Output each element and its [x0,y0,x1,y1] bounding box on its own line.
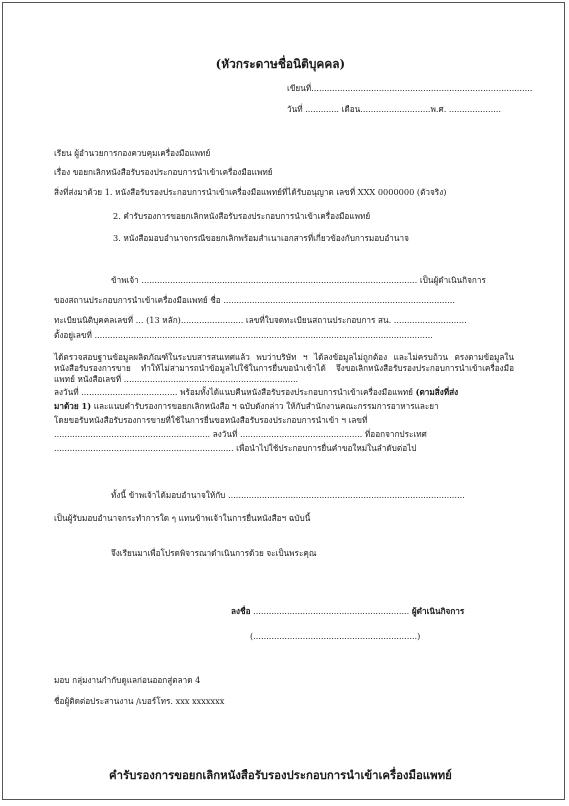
signature-line [231,606,464,617]
body-line-country: ............................................................ ลงวันที่ ............................................... ที่ออกจากประเทศ [54,429,427,439]
signature-role: ผู้ดำเนินกิจการ [411,606,465,616]
footer-title: คำรับรองการขอยกเลิกหนังสือรับรองประกอบการนำเข้าเครื่องมือแพทย์ [109,768,452,782]
body-line-applicant: ข้าพเจ้า .......................................................................................................... เป็นผู้ดำเนินกิจการ [111,275,486,285]
body-line-dated [54,387,458,398]
attach-text: และแนบคำรับรองการขอยกเลิกหนังสือ ฯ ฉบับดังกล่าว ให้กับสำนักงานคณะกรรมการอาหารและยา [91,401,439,411]
date-line: วันที่ ............. เดือน...........................พ.ศ. .................... [287,104,501,114]
attachment-1: สิ่งที่ส่งมาด้วย 1. หนังสือรับรองประกอบการนำเข้าเครื่องมือแพทย์ที่ได้รับอนุญาต เลขที่ XXX 0000000 (ตัวจริง) [54,187,447,197]
subject: เรื่อง ขอยกเลิกหนังสือรับรองประกอบการนำเข้าเครื่องมือแพทย์ [54,167,273,177]
body-line-purpose: ..................................................................... เพื่อนำไปใช้ประกอบการยื่นคำขอใหม่ในลำดับต่อไป [54,443,417,453]
closing: จึงเรียนมาเพื่อโปรดพิจารณาดำเนินการด้วย จะเป็นพระคุณ [111,548,317,558]
attachment-3: 3. หนังสือมอบอำนาจกรณีขอยกเลิกพร้อมสำเนาเอกสารที่เกี่ยวข้องกับการมอบอำนาจ [113,233,409,243]
signature-name: (...............................................................) [250,631,421,641]
contact-line: ชื่อผู้ติดต่อประสานงาน /เบอร์โทร. xxx xxxxxxx [54,696,225,706]
attachment-2: 2. คำรับรองการขอยกเลิกหนังสือรับรองประกอบการนำเข้าเครื่องมือแพทย์ [113,211,371,221]
body-line-proxy-scope: เป็นผู้รับมอบอำนาจกระทำการใด ๆ แทนข้าพเจ้าในการยื่นหนังสือฯ ฉบับนี้ [54,513,311,523]
recipient: เรียน ผู้อำนวยการกองควบคุมเครื่องมือแพทย์ [54,148,211,158]
attachment-ref-end: มาด้วย 1) [54,401,92,411]
body-line-sales-cert: โดยขอรับหนังสือรับรองการขายที่ใช้ในการยื่นขอหนังสือรับรองประกอบการนำเข้า ฯ เลขที่ [54,415,368,425]
body-line-address: ตั้งอยู่เลขที่ .................................................................................................................................. [54,330,433,340]
attachment-ref: (ตามสิ่งที่ส่ง [415,387,459,397]
signature-dots: ............................................................ [253,606,410,616]
written-at: เขียนที่..................................................................................... [287,83,533,93]
letter-page [2,2,565,800]
body-line-proxy: ทั้งนี้ ข้าพเจ้าได้มอบอำนาจให้กับ ........................................................................................... [111,490,465,500]
cc-line: มอบ กลุ่มงานกำกับดูแลก่อนออกสู่ตลาด 4 [54,675,201,685]
body-line-attach [54,401,439,412]
body-line-registration: ทะเบียนนิติบุคคลเลขที่ ... (13 หลัก)........................ เลขที่ใบจดทะเบียนสถานประกอบการ สน. ............................ [54,315,467,325]
body-paragraph: ได้ตรวจสอบฐานข้อมูลผลิตภัณฑ์ในระบบสารสนเทศแล้ว พบว่าบริษัท ฯ ได้ลงข้อมูลไม่ถูกต้อง และไม่ครบถ้วน ตรงตามข้อมูลในหนังสือรับรองการขาย ทำให้ไม่สามารถนำข้อมูลไปใช้ในการยื่นขอนำเข้าได้ จึงขอเลิกหนังสือรับรองประกอบการนำเข้าเครื่องมือแพทย์ หนังสือเลขที่ ................................................................... [54,352,514,384]
letterhead: (หัวกระดาษชื่อนิติบุคคล) [215,57,346,71]
signature-label: ลงชื่อ [231,606,251,616]
dated-text: ลงวันที่ ..................................... พร้อมทั้งได้แนบคืนหนังสือรับรองประกอบการนำเข้าเครื่องมือแพทย์ [54,387,416,397]
body-line-establishment: ของสถานประกอบการนำเข้าเครื่องมือแพทย์ ชื่อ ......................................................................................... [54,295,455,305]
